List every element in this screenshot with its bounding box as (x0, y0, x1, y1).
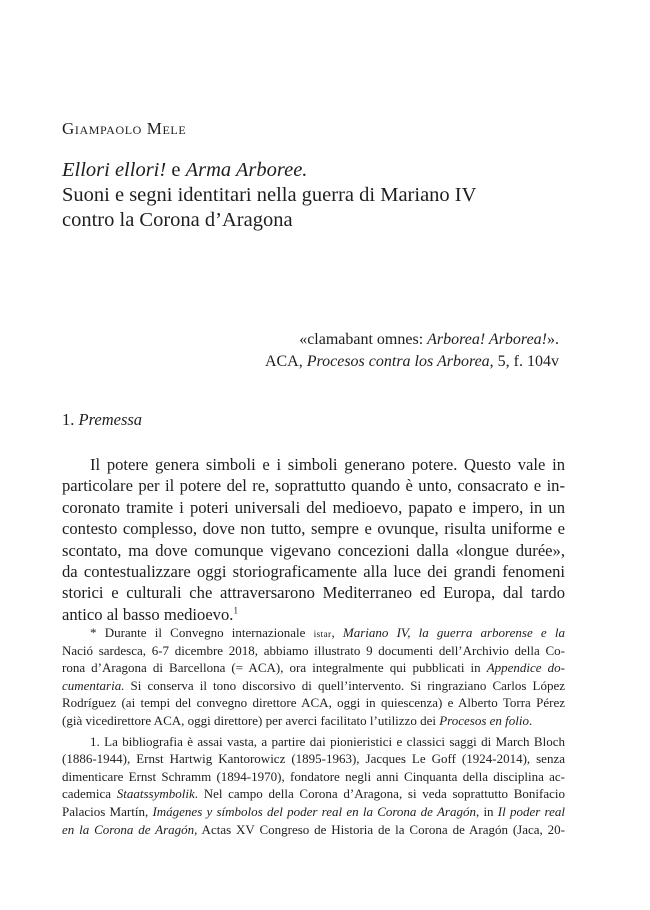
note-text: . Nel campo della Corona d’Aragona, si veda soprattutto Bonifacio (194, 786, 566, 802)
note-italic: Il poder real (497, 803, 565, 819)
footnotes (62, 624, 565, 838)
note-text: (già vicedirettore ACA, oggi direttore) per averci facilitato l’utilizzo dei (62, 712, 440, 728)
title-line-2: Suoni e segni identitari nella guerra di Mariano IV (62, 184, 477, 206)
footnote-star-line (62, 624, 565, 642)
epigraph-source-post: , 5, f. 104v (489, 353, 559, 370)
note-text: , in (475, 803, 498, 819)
epigraph-quote-post: ». (547, 331, 559, 348)
footnote-star-line: Rodríguez (ai tempi del convegno direttore ACA, oggi in quiescenza) e Alberto Torra Pérez (62, 695, 565, 711)
epigraph (265, 329, 559, 373)
body-line: scontato, ma dove comunque vigevano concezioni dalla «longue durée», (62, 540, 565, 560)
footnote-star-line (62, 677, 565, 695)
note-italic: Imágenes y símbolos del poder real en la Corona de Aragón (152, 803, 476, 819)
title-italic-a: Ellori ellori! (62, 159, 167, 181)
note-text: * Durante il Convegno internazionale (90, 625, 314, 640)
note-text: cademica (62, 786, 117, 802)
note-smallcaps: istar (313, 630, 332, 640)
body-line: coronato tramite i poteri universali del medioevo, papato e impero, in un (62, 497, 565, 517)
body-line: contesto complesso, dove non tutto, sempre e ovunque, risulta uniforme e (62, 519, 565, 539)
title-line-3: contro la Corona d’Aragona (62, 209, 293, 231)
body-paragraph (62, 454, 565, 625)
footnote-1-line: 1. La bibliografia è assai vasta, a partire dai pionieristici e classici saggi di March Bloch (90, 733, 565, 749)
article-title (62, 158, 602, 233)
note-italic: Staatssymbolik (116, 786, 195, 802)
footnote-star-line: Nació sardesca, 6-7 dicembre 2018, abbiamo illustrato 9 documenti dell’Archivio della Co- (62, 642, 565, 658)
epigraph-source-pre: ACA, (264, 353, 307, 370)
footnote-star-line (62, 712, 565, 730)
body-line: Il potere genera simboli e i simboli generano potere. Questo vale in (90, 455, 565, 474)
section-title: Premessa (78, 410, 143, 429)
footnote-1-line: dimenticare Ernst Schramm (1894-1970), fondatore negli anni Cinquanta della disciplina ac- (62, 768, 565, 784)
epigraph-source-italic: Procesos contra los Arborea (306, 353, 490, 370)
note-text: , (331, 625, 343, 640)
footnote-1-line: (1886-1944), Ernst Hartwig Kantorowicz (1895-1963), Jacques Le Goff (1924-2014), senza (62, 751, 565, 767)
note-text: Palacios Martín, (62, 803, 153, 819)
note-text: , Actas XV Congreso de Historia de la Corona de Aragón (Jaca, 20- (194, 821, 565, 837)
epigraph-quote (265, 329, 559, 351)
note-italic: Mariano IV, la guerra arborense e la (342, 625, 565, 640)
body-line-last (62, 604, 565, 625)
epigraph-quote-pre: «clamabant omnes: (299, 331, 428, 348)
body-line: da contestualizzare oggi storiograficamente alla luce dei grandi fenomeni (62, 561, 565, 581)
note-text: rona d’Aragona di Barcellona (= ACA), ora integralmente qui pubblicati in (62, 660, 487, 676)
body-line-text: antico al basso medioevo. (62, 604, 234, 624)
footnote-1-line (62, 803, 565, 821)
title-italic-b: Arma Arboree. (185, 159, 308, 181)
footnote-1-line (62, 785, 565, 803)
note-text: . (529, 712, 533, 728)
footnote-star-line (62, 659, 565, 677)
footnote-reference[interactable]: 1 (233, 605, 238, 616)
epigraph-source (265, 351, 559, 373)
body-line: particolare per il potere del re, soprattutto quando è unto, consacrato e in- (62, 476, 565, 496)
footnote-1-line (62, 821, 565, 839)
note-italic: Procesos en folio (439, 712, 529, 728)
note-text: Si conserva il tono discorsivo di quell’intervento. Si ringraziano Carlos López (124, 677, 565, 693)
title-mid: e (166, 159, 186, 181)
body-line: storici e culturali che attraversarono Mediterraneo ed Europa, dal tardo (62, 583, 565, 603)
title-line-1 (62, 158, 602, 183)
section-number: 1. (62, 410, 79, 429)
note-italic: cumentaria. (62, 677, 125, 693)
section-heading (62, 410, 142, 430)
author-name: Giampaolo Mele (62, 119, 187, 138)
note-italic: en la Corona de Aragón (62, 821, 195, 837)
epigraph-quote-italic: Arborea! Arborea! (427, 331, 547, 348)
note-italic: Appendice do- (486, 660, 565, 676)
